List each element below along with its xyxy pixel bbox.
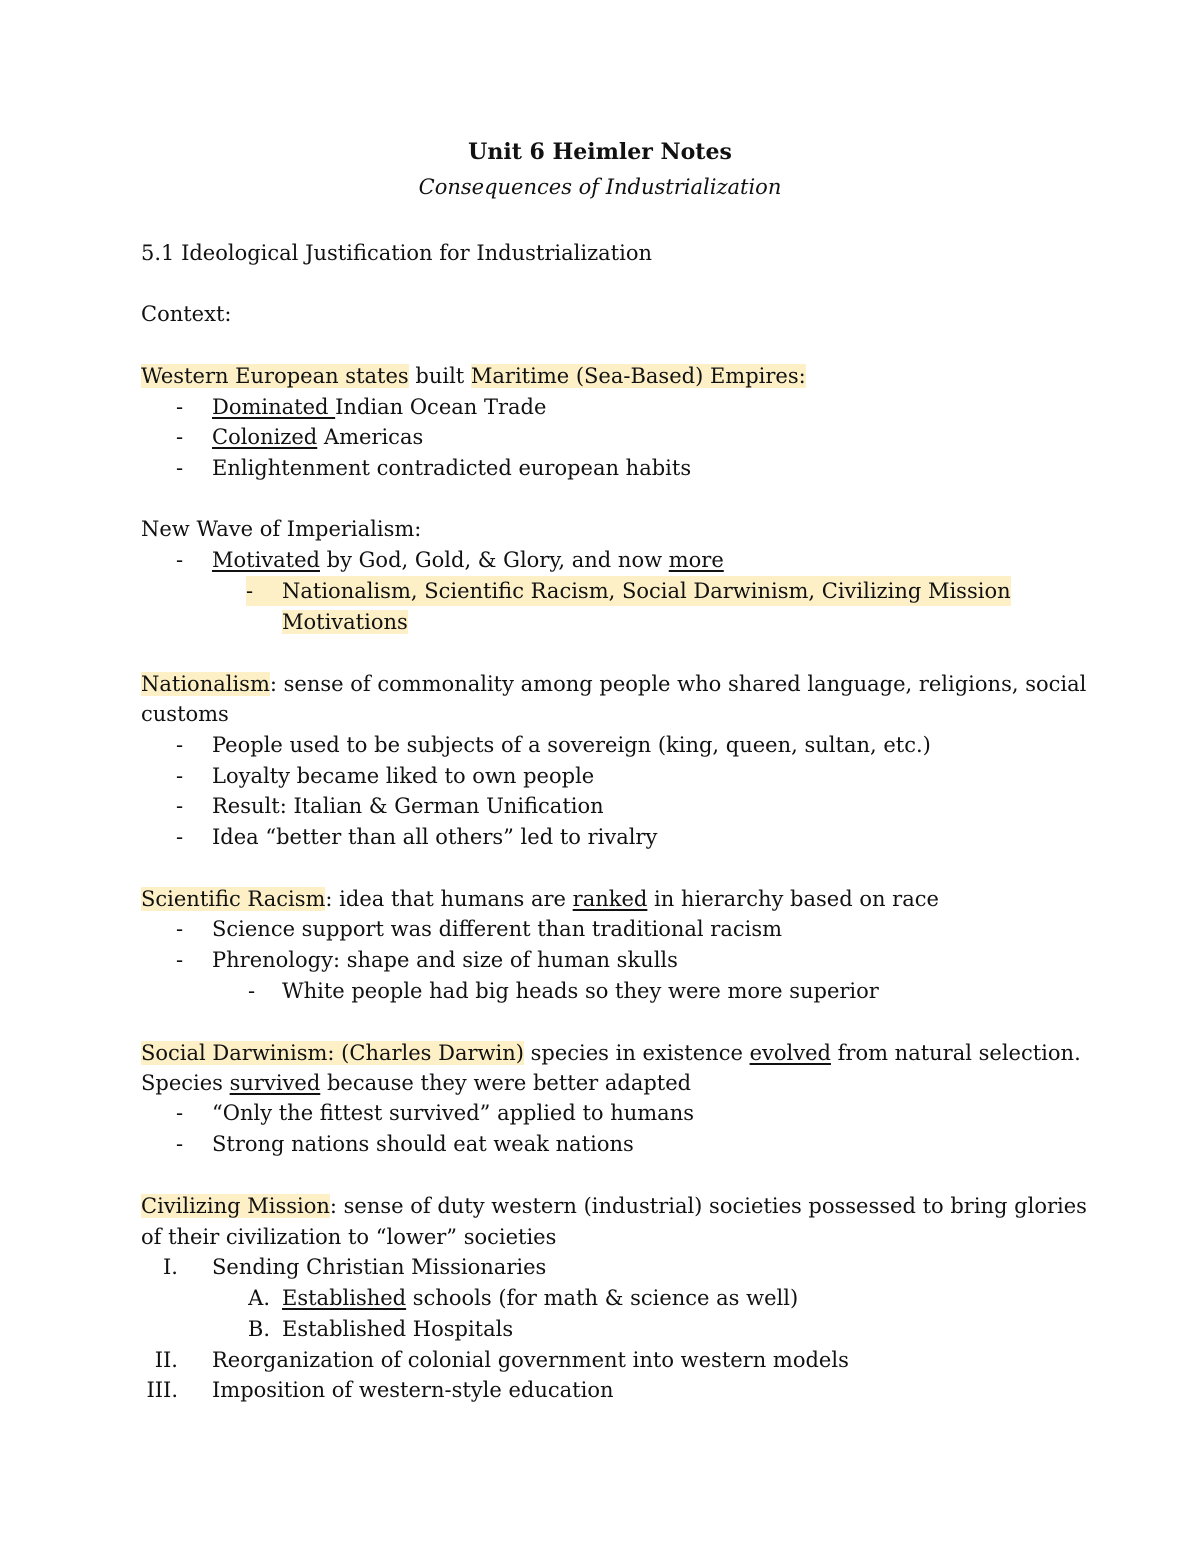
list-item-text: Imposition of western-style education bbox=[212, 1378, 614, 1402]
dash-bullet: - bbox=[176, 733, 184, 757]
letter-marker: A. bbox=[248, 1286, 270, 1310]
definition-continued bbox=[141, 1068, 691, 1098]
dash-bullet: - bbox=[176, 1132, 184, 1156]
dash-bullet: - bbox=[176, 456, 184, 480]
definition-text: Species bbox=[141, 1071, 230, 1095]
section-heading: 5.1 Ideological Justification for Industrialization bbox=[141, 241, 652, 265]
definition-text: species in existence bbox=[523, 1041, 750, 1065]
highlight-western-states: Western European states bbox=[141, 364, 409, 388]
underlined-word: Established bbox=[282, 1286, 407, 1310]
list-item-text: Indian Ocean Trade bbox=[335, 395, 547, 419]
dash-bullet: - bbox=[176, 548, 184, 572]
roman-numeral: I. bbox=[163, 1255, 178, 1279]
maritime-lead bbox=[141, 361, 806, 391]
underlined-word: Dominated bbox=[212, 395, 336, 419]
definition-text: because they were better adapted bbox=[320, 1071, 692, 1095]
roman-numeral: III. bbox=[146, 1378, 178, 1402]
highlight-colon: : bbox=[798, 364, 806, 388]
nationalism-definition bbox=[141, 669, 1086, 699]
racism-definition bbox=[141, 884, 939, 914]
highlight-social-darwinism: Social Darwinism: (Charles Darwin) bbox=[141, 1041, 524, 1065]
list-item-text: Nationalism, Scientific Racism, Social Darwinism, Civilizing Mission bbox=[282, 576, 1011, 606]
list-item-text: schools (for math & science as well) bbox=[406, 1286, 799, 1310]
highlight-nationalism: Nationalism bbox=[141, 672, 270, 696]
letter-marker: B. bbox=[247, 1317, 270, 1341]
list-item-text: Enlightenment contradicted european habits bbox=[212, 456, 692, 480]
dash-bullet: - bbox=[176, 917, 184, 941]
dash-bullet: - bbox=[248, 979, 256, 1003]
list-item-text: “Only the fittest survived” applied to humans bbox=[212, 1101, 694, 1125]
imperialism-lead: New Wave of Imperialism: bbox=[141, 517, 422, 541]
dash-bullet: - bbox=[246, 576, 282, 606]
list-item-text: Sending Christian Missionaries bbox=[212, 1255, 547, 1279]
definition-text: : idea that humans are bbox=[325, 887, 573, 911]
dash-bullet: - bbox=[176, 764, 184, 788]
highlight-scientific-racism: Scientific Racism bbox=[141, 887, 326, 911]
list-item-text: Reorganization of colonial government into western models bbox=[212, 1348, 849, 1372]
dash-bullet: - bbox=[176, 1101, 184, 1125]
dash-bullet: - bbox=[176, 425, 184, 449]
underlined-word: more bbox=[668, 548, 724, 572]
underlined-word: survived bbox=[229, 1071, 321, 1095]
definition-text: from natural selection. bbox=[830, 1041, 1081, 1065]
list-item-text: Motivations bbox=[282, 610, 408, 634]
highlight-maritime-empires: Maritime (Sea-Based) Empires bbox=[470, 364, 799, 388]
page-title: Unit 6 Heimler Notes bbox=[468, 139, 732, 165]
dash-bullet: - bbox=[176, 825, 184, 849]
dash-bullet: - bbox=[176, 948, 184, 972]
definition-continued: of their civilization to “lower” societies bbox=[141, 1225, 557, 1249]
roman-numeral: II. bbox=[154, 1348, 178, 1372]
list-item-text: Strong nations should eat weak nations bbox=[212, 1132, 634, 1156]
list-item-text: by God, Gold, & Glory, and now bbox=[320, 548, 669, 572]
definition-text: : sense of duty western (industrial) societies possessed to bring glories bbox=[329, 1194, 1087, 1218]
list-item-text: White people had big heads so they were more superior bbox=[282, 979, 879, 1003]
dash-bullet: - bbox=[176, 395, 184, 419]
list-item-text: Loyalty became liked to own people bbox=[212, 764, 595, 788]
page-subtitle: Consequences of Industrialization bbox=[418, 175, 782, 199]
civilizing-definition bbox=[141, 1191, 1087, 1221]
underlined-word: Colonized bbox=[212, 425, 318, 449]
list-item-text: People used to be subjects of a sovereign (king, queen, sultan, etc.) bbox=[212, 733, 931, 757]
list-item-text: Americas bbox=[317, 425, 424, 449]
underlined-word: ranked bbox=[572, 887, 648, 911]
context-label: Context: bbox=[141, 302, 232, 326]
list-item-text: Result: Italian & German Unification bbox=[212, 794, 604, 818]
underlined-word: evolved bbox=[749, 1041, 831, 1065]
sub-list-item-continued bbox=[282, 607, 408, 637]
underlined-word: Motivated bbox=[212, 548, 320, 572]
text: built bbox=[408, 364, 471, 388]
list-item-text: Phrenology: shape and size of human skulls bbox=[212, 948, 678, 972]
dash-bullet: - bbox=[176, 794, 184, 818]
definition-text: : sense of commonality among people who shared language, religions, social bbox=[269, 672, 1087, 696]
list-item-text: Idea “better than all others” led to rivalry bbox=[212, 825, 658, 849]
definition-text: in hierarchy based on race bbox=[647, 887, 939, 911]
list-item-text: Established Hospitals bbox=[282, 1317, 514, 1341]
list-item-text: Science support was different than traditional racism bbox=[212, 917, 783, 941]
highlight-civilizing-mission: Civilizing Mission bbox=[141, 1194, 330, 1218]
darwinism-definition bbox=[141, 1038, 1081, 1068]
definition-continued: customs bbox=[141, 702, 229, 726]
